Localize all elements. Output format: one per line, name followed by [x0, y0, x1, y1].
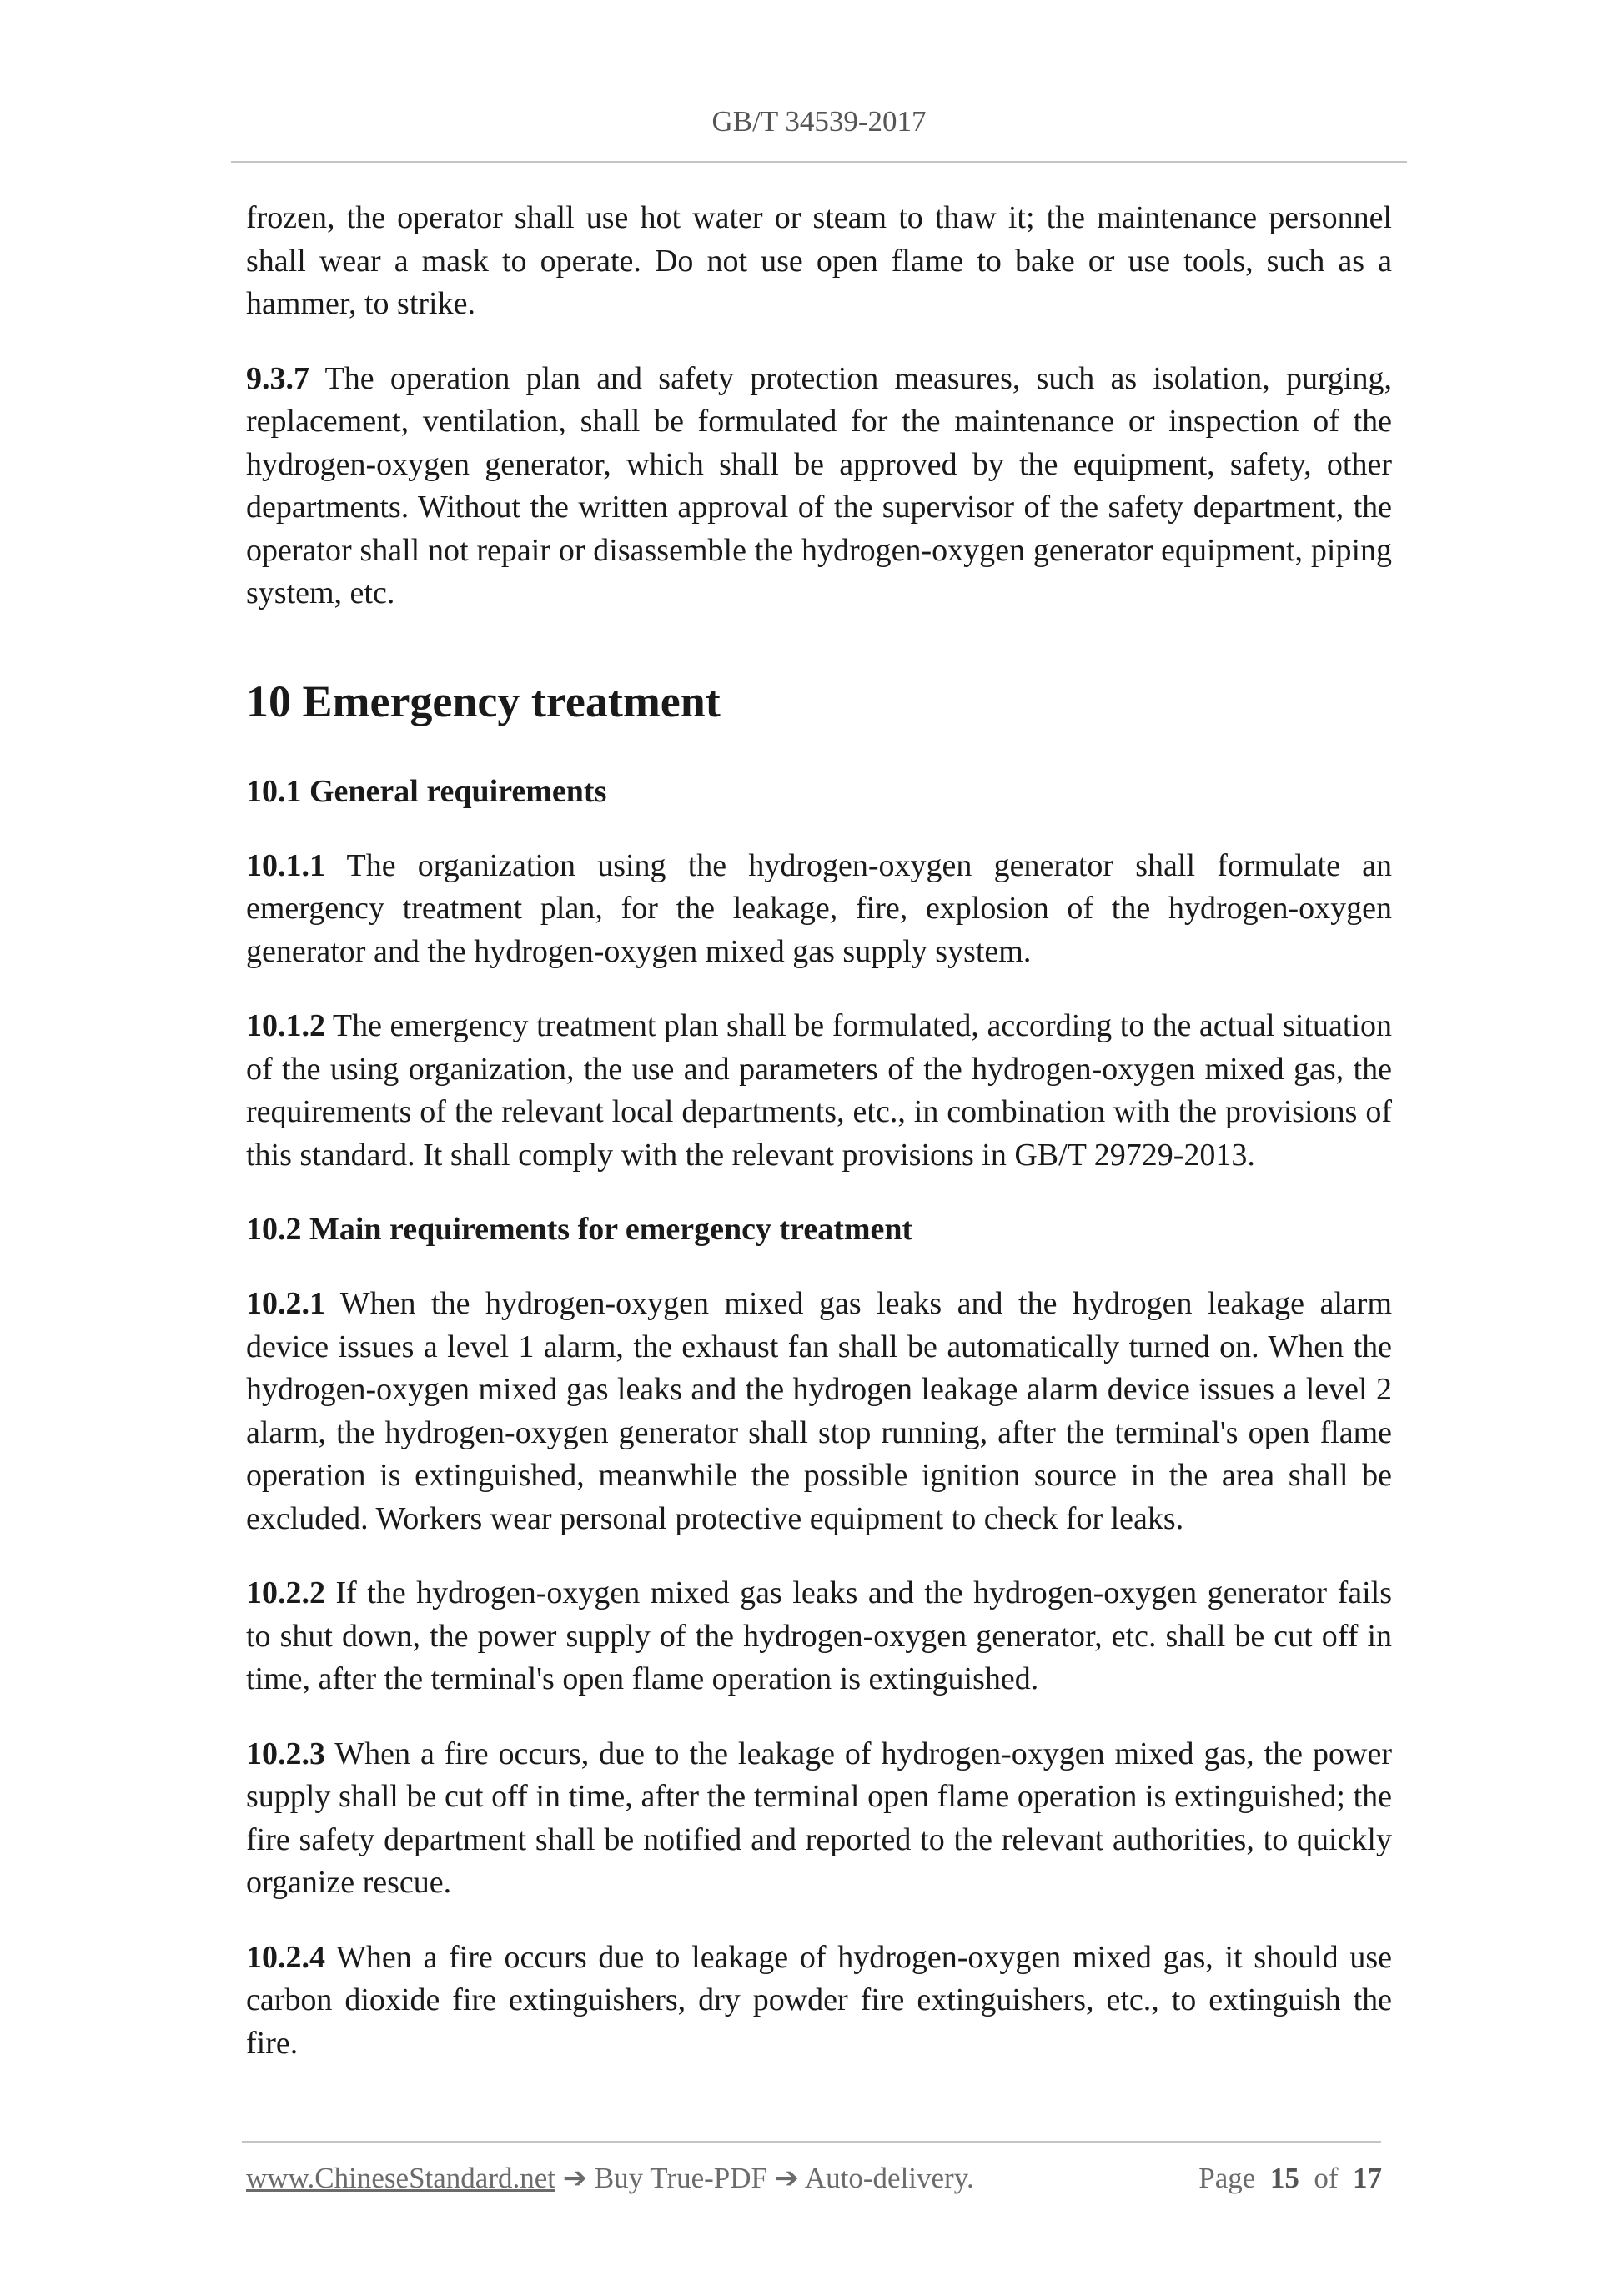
page-label: Page: [1198, 2162, 1256, 2194]
clause-number: 10.1.1: [246, 847, 325, 883]
header-divider: [231, 161, 1407, 163]
clause-10-1-1: [246, 845, 1392, 974]
document-body: [246, 197, 1392, 2065]
footer-divider: [242, 2141, 1381, 2143]
clause-number: 10.1.2: [246, 1008, 325, 1043]
paragraph-continuation: frozen, the operator shall use hot water or steam to thaw it; the maintenance personnel shall wear a mask to operate. Do not use open flame to bake or use tools, such as a hammer, to strike.: [246, 200, 1392, 321]
clause-number: 10.2.3: [246, 1736, 325, 1771]
clause-10-1-2: [246, 1005, 1392, 1177]
clause-text: The organization using the hydrogen-oxygen generator shall formulate an emergency treatment plan, for the leakage, fire, explosion of the hydrogen-oxygen generator and the hydrogen-oxygen mixed gas supply system.: [246, 847, 1392, 969]
section-heading-10: 10 Emergency treatment: [246, 676, 721, 726]
website-link[interactable]: www.ChineseStandard.net: [246, 2162, 555, 2194]
clause-10-2-2: [246, 1572, 1392, 1701]
clause-number: 10.2.1: [246, 1286, 325, 1321]
clause-10-2-3: [246, 1733, 1392, 1905]
clause-10-2-1: [246, 1283, 1392, 1540]
page-header: GB/T 34539-2017: [711, 105, 927, 138]
page-total: 17: [1353, 2162, 1382, 2194]
clause-text: When a fire occurs due to leakage of hydrogen-oxygen mixed gas, it should use carbon dioxide fire extinguishers, dry powder fire extinguishers, etc., to extinguish the fire.: [246, 1939, 1392, 2061]
clause-number: 9.3.7: [246, 360, 309, 396]
clause-number: 10.2.4: [246, 1939, 325, 1975]
footer-promo-text: ➔ Buy True-PDF ➔ Auto-delivery.: [555, 2162, 974, 2194]
clause-text: If the hydrogen-oxygen mixed gas leaks and the hydrogen-oxygen generator fails to shut down, the power supply of the hydrogen-oxygen generator, etc. shall be cut off in time, after the terminal's open flame operation is extinguished.: [246, 1575, 1392, 1696]
subsection-heading-10-1: 10.1 General requirements: [246, 773, 607, 809]
page-footer: [246, 2162, 1382, 2195]
clause-text: The operation plan and safety protection measures, such as isolation, purging, replacement, ventilation, shall be formulated for the maintenance or inspection of the hydrogen-oxygen generator, which shall be approved by the equipment, safety, other departments. Without the written approval of the supervisor of the safety department, the operator shall not repair or disassemble the hydrogen-oxygen generator equipment, piping system, etc.: [246, 360, 1392, 610]
clause-10-2-4: [246, 1937, 1392, 2066]
clause-number: 10.2.2: [246, 1575, 325, 1610]
clause-text: The emergency treatment plan shall be formulated, according to the actual situation of the using organization, the use and parameters of the hydrogen-oxygen mixed gas, the requirements of the relevant local departments, etc., in combination with the provisions of this standard. It shall comply with the relevant provisions in GB/T 29729-2013.: [246, 1008, 1392, 1173]
page-of-label: of: [1314, 2162, 1339, 2194]
subsection-heading-10-2: 10.2 Main requirements for emergency treatment: [246, 1212, 913, 1247]
page-number: [1198, 2162, 1382, 2195]
page-current: 15: [1269, 2162, 1299, 2194]
clause-text: When a fire occurs, due to the leakage of hydrogen-oxygen mixed gas, the power supply shall be cut off in time, after the terminal open flame operation is extinguished; the fire safety department shall be notified and reported to the relevant authorities, to quickly organize rescue.: [246, 1736, 1392, 1900]
clause-text: When the hydrogen-oxygen mixed gas leaks and the hydrogen leakage alarm device issues a level 1 alarm, the exhaust fan shall be automatically turned on. When the hydrogen-oxygen mixed gas leaks and the hydrogen leakage alarm device issues a level 2 alarm, the hydrogen-oxygen generator shall stop running, after the terminal's open flame operation is extinguished, meanwhile the possible ignition source in the area shall be excluded. Workers wear personal protective equipment to check for leaks.: [246, 1286, 1392, 1536]
footer-promo: [246, 2162, 974, 2195]
clause-9-3-7: [246, 358, 1392, 615]
